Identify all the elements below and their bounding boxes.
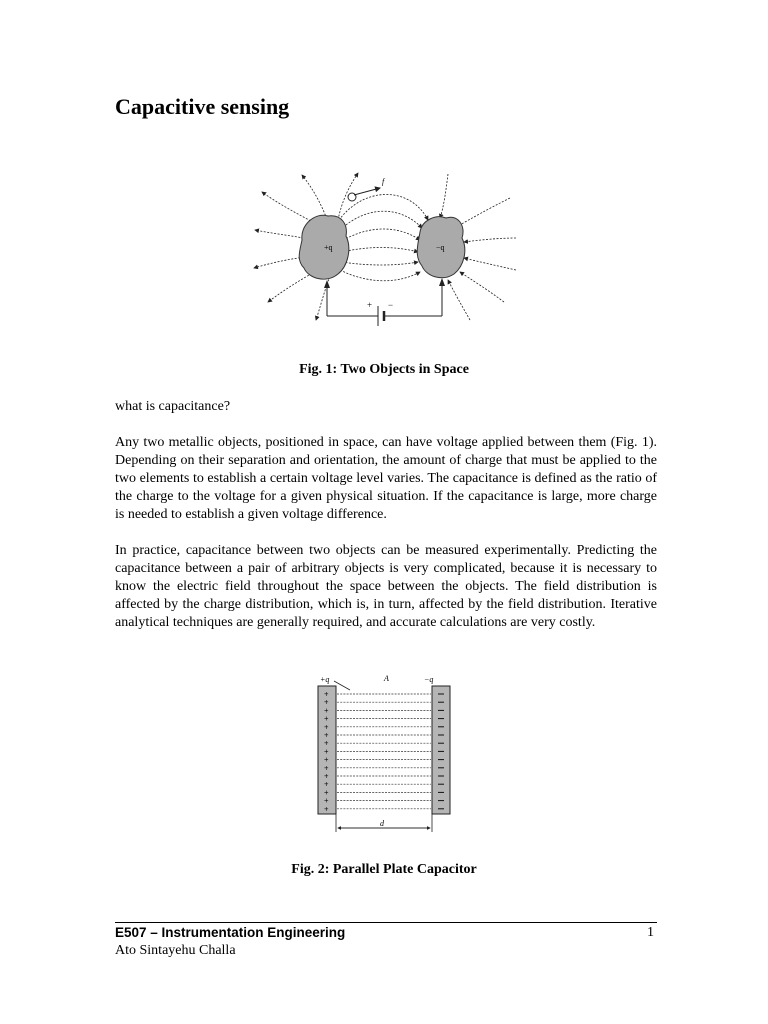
plus-charge-mark: + [324, 722, 329, 732]
negative-plate [432, 686, 450, 814]
negative-charge-label: −q [436, 243, 445, 252]
paragraph-2: In practice, capacitance between two objects can be measured experimentally. Predicting the capacitance between a pair of arbitrary objects is very complicated, because it is necessary to know the electric field throughout the space between the objects. The field distribution is affected by the charge distribution, which is, in turn, affected by the field distribution. Iterative analytical techniques are generally required, and accurate calculations are very costly. [115, 543, 657, 630]
figure-1-caption: Fig. 1: Two Objects in Space [299, 362, 469, 377]
plus-charge-mark: + [324, 772, 329, 781]
plate-distance-label: d [380, 819, 384, 828]
plus-charge-mark: + [324, 755, 329, 765]
figure-2-caption: Fig. 2: Parallel Plate Capacitor [291, 862, 477, 877]
footer-course-title: E507 – Instrumentation Engineering [115, 925, 346, 940]
plus-charge-mark: + [324, 804, 329, 814]
plus-charge-mark: + [324, 747, 329, 757]
plus-charge-mark: + [324, 706, 329, 716]
footer-divider [115, 922, 657, 923]
plus-charge-mark: + [324, 690, 329, 699]
question-text: what is capacitance? [115, 399, 231, 414]
battery-circuit [327, 280, 442, 326]
plus-charge-mark: + [324, 763, 329, 773]
two-objects-figure [250, 170, 518, 338]
plus-charge-mark: + [324, 780, 329, 790]
plus-charge-mark: + [324, 796, 329, 806]
plus-charge-mark: + [324, 739, 329, 749]
plus-charge-mark: + [324, 714, 329, 724]
plate-negative-label: −q [424, 675, 434, 684]
battery-plus: + [367, 300, 373, 310]
positive-charge-label: +q [324, 243, 333, 252]
page-title: Capacitive sensing [115, 94, 290, 119]
plus-charge-mark: + [324, 788, 329, 798]
plus-charge-mark: + [324, 731, 329, 740]
battery-minus: − [388, 300, 394, 310]
page-number: 1 [647, 925, 654, 940]
plus-charge-mark: + [324, 698, 329, 708]
footer-author: Ato Sintayehu Challa [115, 943, 236, 958]
field-vector-label: f [382, 177, 385, 186]
plate-positive-label: +q [320, 675, 330, 684]
paragraph-1: Any two metallic objects, positioned in space, can have voltage applied between them (Fig. 1). Depending on their separation and orientation, the amount of charge that must be applied to the two elements to establish a certain voltage level varies. The capacitance is defined as the ratio of the charge to the voltage for a given physical situation. If the capacitance is large, more charge is needed to establish a given voltage difference. [115, 435, 657, 522]
plate-area-label: A [384, 674, 389, 683]
parallel-plate-figure [300, 672, 460, 840]
test-charge [348, 193, 356, 201]
